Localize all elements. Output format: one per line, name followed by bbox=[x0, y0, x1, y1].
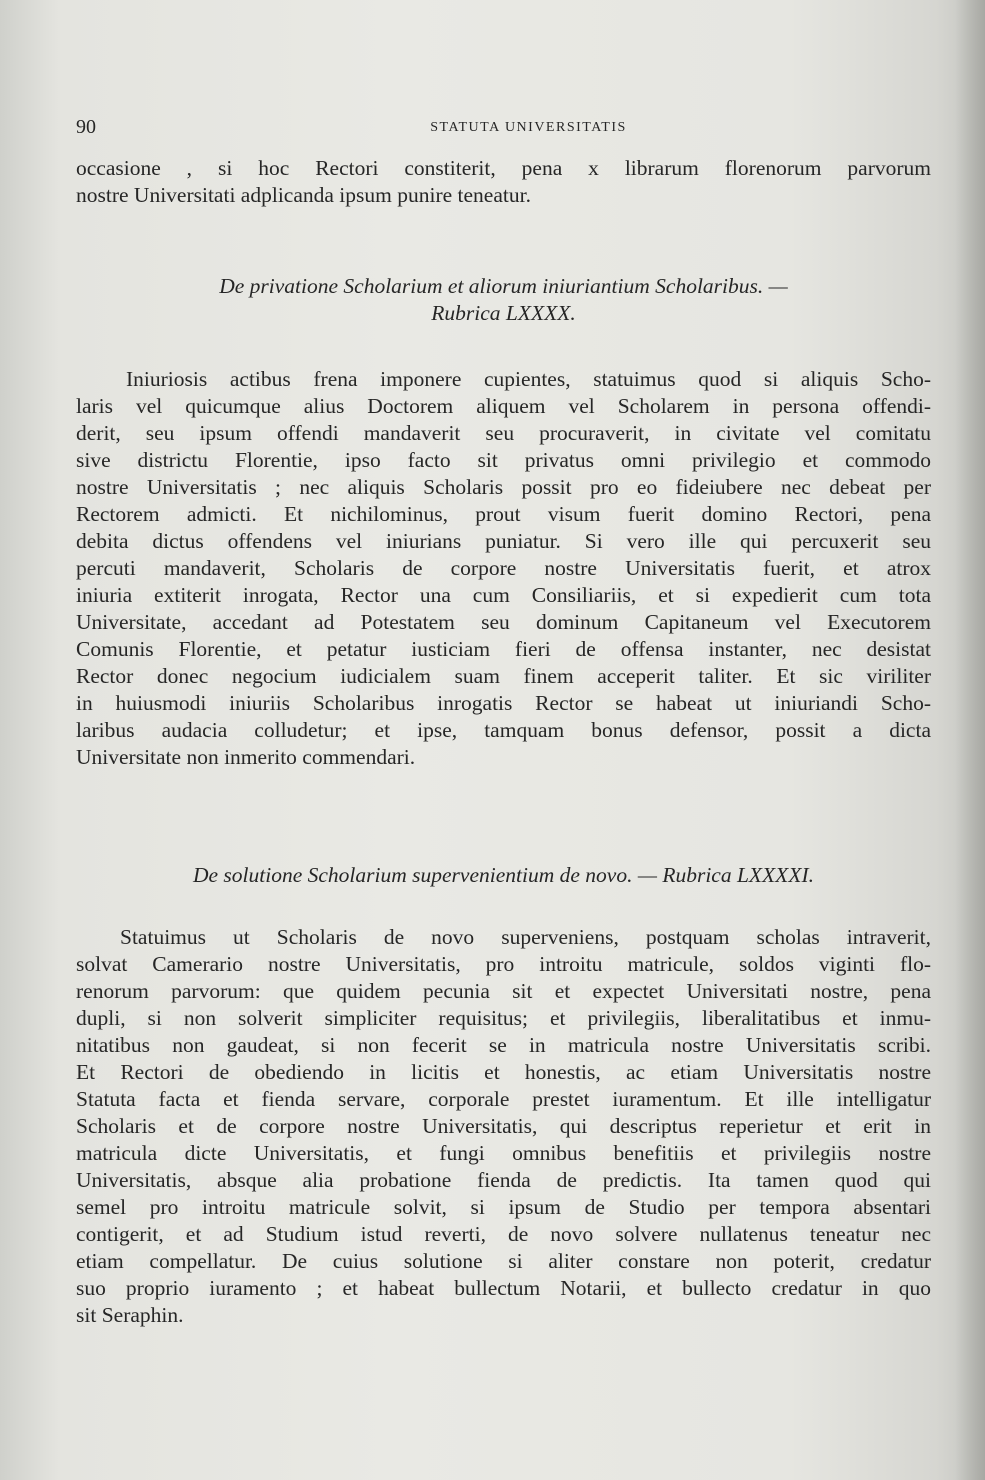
text-line: etiam compellatur. De cuius solutione si aliter constare non poterit, credatur bbox=[76, 1249, 931, 1273]
text-line: Universitatis, absque alia probatione fienda de predictis. Ita tamen quod qui bbox=[76, 1168, 931, 1192]
heading-line: Rubrica LXXXX. bbox=[431, 301, 576, 325]
text-line: Comunis Florentie, et petatur iusticiam fieri de offensa instanter, nec desistat bbox=[76, 637, 931, 661]
text-line: percuti mandaverit, Scholaris de corpore nostre Universitatis fuerit, et atrox bbox=[76, 556, 931, 580]
text-line: Universitate, accedant ad Potestatem seu dominum Capitaneum vel Executorem bbox=[76, 610, 931, 634]
heading-line: De privatione Scholarium et aliorum iniuriantium Scholaribus. — bbox=[219, 274, 788, 298]
text-line: nostre Universitatis ; nec aliquis Scholaris possit pro eo fideiubere nec debeat per bbox=[76, 475, 931, 499]
text-line: Et Rectori de obediendo in licitis et honestis, ac etiam Universitatis nostre bbox=[76, 1060, 931, 1084]
rubric-heading-lxxxx bbox=[76, 273, 931, 327]
text-line: Universitate non inmerito commendari. bbox=[76, 745, 416, 769]
text-line: renorum parvorum: que quidem pecunia sit et expectet Universitati nostre, pena bbox=[76, 979, 931, 1003]
text-line: solvat Camerario nostre Universitatis, pro introitu matricule, soldos viginti flo- bbox=[76, 952, 931, 976]
text-line: in huiusmodi iniuriis Scholaribus inrogatis Rector se habeat ut iniuriandi Scho- bbox=[76, 691, 931, 715]
text-line: sive districtu Florentie, ipso facto sit privatus omni privilegio et commodo bbox=[76, 448, 931, 472]
text-line: debita dictus offendens vel iniurians puniatur. Si vero ille qui percuxerit seu bbox=[76, 529, 931, 553]
text-line: nitatibus non gaudeat, si non fecerit se in matricula nostre Universitatis scribi. bbox=[76, 1033, 931, 1057]
text-line: laris vel quicumque alius Doctorem aliquem vel Scholarem in persona offendi- bbox=[76, 394, 931, 418]
page-header bbox=[76, 116, 931, 144]
text-line: Rectorem admicti. Et nichilominus, prout visum fuerit domino Rectori, pena bbox=[76, 502, 931, 526]
text-line: iniuria extiterit inrogata, Rector una cum Consiliariis, et si expedierit cum tota bbox=[76, 583, 931, 607]
text-line: derit, seu ipsum offendi mandaverit seu procuraverit, in civitate vel comitatu bbox=[76, 421, 931, 445]
text-line: Rector donec negocium iudicialem suam finem acceperit taliter. Et sic viriliter bbox=[76, 664, 931, 688]
text-line: laribus audacia colludetur; et ipse, tamquam bonus defensor, possit a dicta bbox=[76, 718, 931, 742]
text-line: dupli, si non solverit simpliciter requisitus; et privilegiis, liberalitatibus et inmu- bbox=[76, 1006, 931, 1030]
text-line: Statuimus ut Scholaris de novo superveniens, postquam scholas intraverit, bbox=[120, 925, 931, 949]
text-line: semel pro introitu matricule solvit, si ipsum de Studio per tempora absentari bbox=[76, 1195, 931, 1219]
text-line: Scholaris et de corpore nostre Universitatis, qui descriptus reperietur et erit in bbox=[76, 1114, 931, 1138]
continuation-paragraph bbox=[76, 155, 931, 209]
text-line: sit Seraphin. bbox=[76, 1303, 184, 1327]
text-line: occasione , si hoc Rectori constiterit, pena x librarum florenorum parvorum bbox=[76, 156, 931, 180]
text-line: Statuta facta et fienda servare, corporale prestet iuramentum. Et ille intelligatur bbox=[76, 1087, 931, 1111]
text-line: contigerit, et ad Studium istud reverti, de novo solvere nullatenus teneatur nec bbox=[76, 1222, 931, 1246]
heading-line: De solutione Scholarium supervenientium de novo. — Rubrica LXXXXI. bbox=[192, 863, 814, 887]
text-line: suo proprio iuramento ; et habeat bullectum Notarii, et bullecto credatur in quo bbox=[76, 1276, 931, 1300]
text-line: nostre Universitati adplicanda ipsum punire teneatur. bbox=[76, 183, 531, 207]
rubric-heading-lxxxxi bbox=[76, 862, 931, 889]
running-title: STATUTA UNIVERSITATIS bbox=[430, 120, 627, 135]
text-line: Iniuriosis actibus frena imponere cupientes, statuimus quod si aliquis Scho- bbox=[126, 367, 931, 391]
rubric-lxxxxi-paragraph bbox=[76, 924, 931, 1329]
text-line: matricula dicte Universitatis, et fungi omnibus benefitiis et privilegiis nostre bbox=[76, 1141, 931, 1165]
rubric-lxxxx-paragraph bbox=[76, 366, 931, 771]
page-number: 90 bbox=[76, 116, 96, 138]
